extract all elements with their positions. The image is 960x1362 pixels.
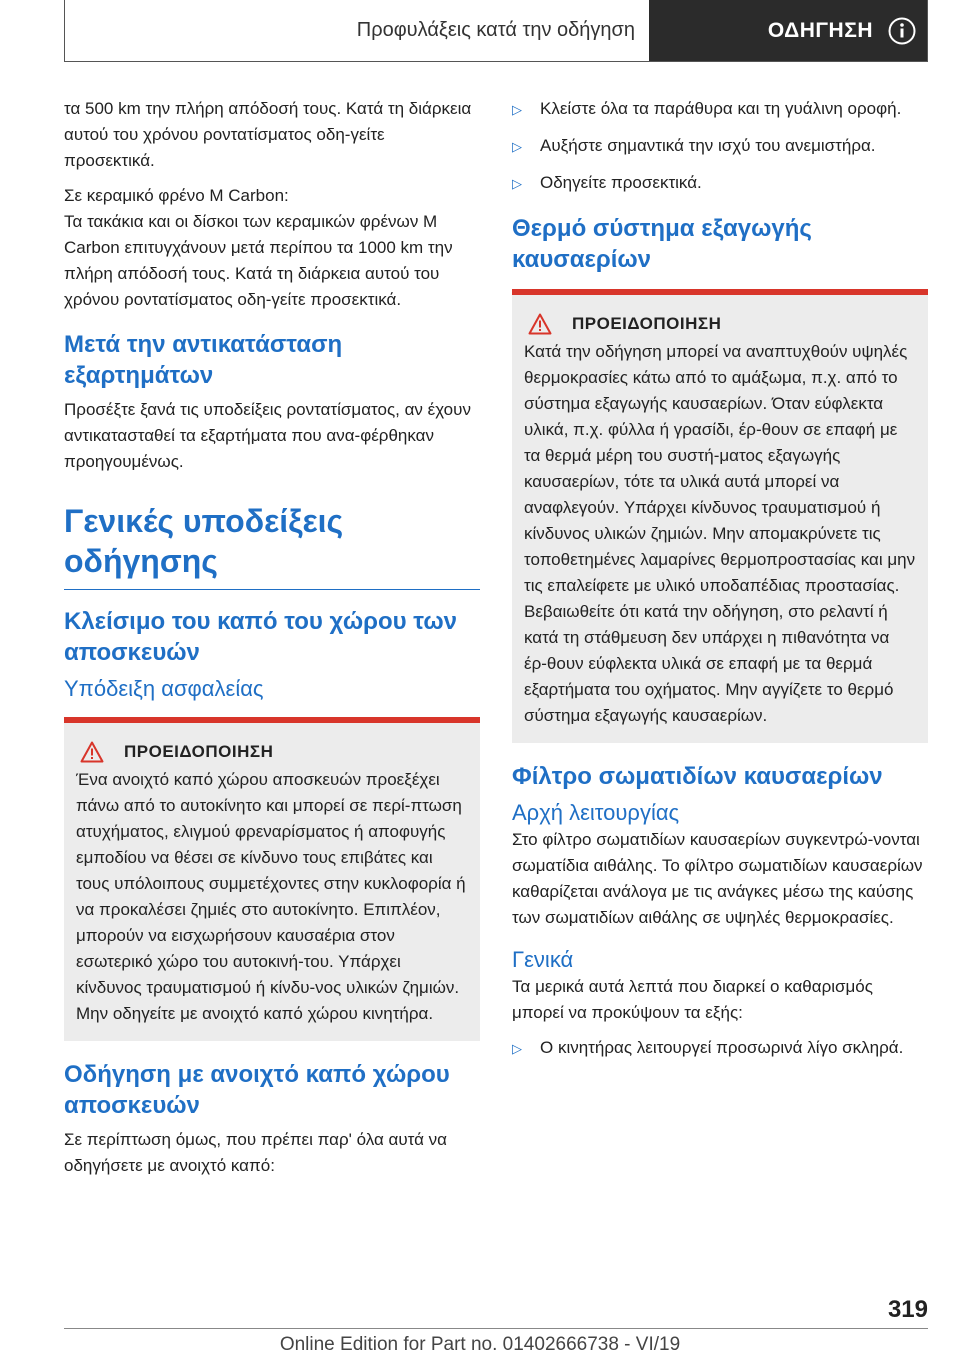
list-item: ▷ Ο κινητήρας λειτουργεί προσωρινά λίγο σκληρά. [512, 1035, 928, 1062]
left-column [64, 96, 480, 1188]
list-item: ▷ Αυξήστε σημαντικά την ισχύ του ανεμιστήρα. [512, 133, 928, 160]
chapter-title: Προφυλάξεις κατά την οδήγηση [356, 19, 635, 41]
list-item: ▷ Κλείστε όλα τα παράθυρα και τη γυάλινη οροφή. [512, 96, 928, 123]
triangle-bullet-icon: ▷ [512, 1041, 522, 1056]
heading-general: Γενικά [512, 947, 574, 972]
paragraph: Σε κεραμικό φρένο M Carbon: [64, 186, 289, 205]
section-tab [649, 0, 927, 61]
warning-triangle-icon [528, 313, 552, 335]
heading-replacement: Μετά την αντικατάσταση εξαρτημάτων [64, 331, 343, 389]
paragraph: Τα μερικά αυτά λεπτά που διαρκεί ο καθαρισμός μπορεί να προκύψουν τα εξής: [512, 977, 873, 1022]
heading-particle-filter: Φίλτρο σωματιδίων καυσαερίων [512, 763, 883, 790]
heading-hot-exhaust: Θερμό σύστημα εξαγωγής καυσαερίων [512, 215, 812, 273]
section-label: ΟΔΗΓΗΣΗ [767, 18, 873, 42]
bullet-list [512, 96, 928, 197]
right-column [512, 96, 928, 1072]
paragraph: Σε περίπτωση όμως, που πρέπει παρ' όλα αυτά να οδηγήσετε με ανοιχτό καπό: [64, 1130, 447, 1175]
paragraph: τα 500 km την πλήρη απόδοσή τους. Κατά τη διάρκεια αυτού του χρόνου ροντατίσματος οδη-γείτε προσεκτικά. [64, 99, 472, 170]
warning-triangle-icon [80, 741, 104, 763]
info-icon [887, 16, 917, 46]
warning-title: ΠΡΟΕΙΔΟΠΟΙΗΣΗ [572, 314, 722, 333]
footer-edition: Online Edition for Part no. 01402666738 - VI/19 [279, 1334, 681, 1355]
paragraph: Τα τακάκια και οι δίσκοι των κεραμικών φρένων M Carbon επιτυγχάνουν μετά περίπου τα 1000 km την πλήρη απόδοσή τους. Κατά τη διάρκεια αυτού του χρόνου ροντατίσματος οδη-γείτε προσεκτικά. [64, 212, 453, 309]
bullet-list [512, 1035, 928, 1062]
heading-general-driving: Γενικές υποδείξεις οδήγησης [64, 501, 480, 590]
page-number: 319 [887, 1296, 928, 1323]
warning-text: Ένα ανοιχτό καπό χώρου αποσκευών προεξέχει πάνω από το αυτοκίνητο και μπορεί σε περί-πτωση ατυχήματος, ελιγμού φρεναρίσματος ή αποφυγής εμποδίου να θέσει σε κίνδυνο τους επιβάτες και τους υπόλοιπους συμμετέχοντες στην κυκλοφορία ή να προκαλέσει ζημιές στο αυτοκίνητο. Επιπλέον, μπορούν να εισχωρήσουν καυσαέρια στον εσωτερικό χώρο του αυτοκινή-του. Υπάρχει κίνδυνος τραυματισμού ή κίνδυ-νος υλικών ζημιών. Μην οδηγείτε με ανοιχτό καπό χώρου κινητήρα. [76, 770, 466, 1023]
warning-box [512, 289, 928, 743]
triangle-bullet-icon: ▷ [512, 176, 522, 191]
warning-box [64, 717, 480, 1041]
heading-principle: Αρχή λειτουργίας [512, 800, 680, 825]
list-item: ▷ Οδηγείτε προσεκτικά. [512, 170, 928, 197]
paragraph: Στο φίλτρο σωματιδίων καυσαερίων συγκεντρώ-νονται σωματίδια αιθάλης. Το φίλτρο σωματιδίων καυσαερίων καθαρίζεται ανάλογα με τις ανάγκες μέσω της καύσης των σωματιδίων αιθάλης σε υψηλές θερμοκρασίες. [512, 830, 923, 927]
page-header [64, 0, 928, 62]
triangle-bullet-icon: ▷ [512, 139, 522, 154]
warning-text: Κατά την οδήγηση μπορεί να αναπτυχθούν υψηλές θερμοκρασίες κάτω από το αμάξωμα, π.χ. από το σύστημα εξαγωγής καυσαερίων. Όταν εύφλεκτα υλικά, π.χ. φύλλα ή γρασίδι, έρ-θουν σε επαφή με τα θερμά μέρη του συστή-ματος εξαγωγής καυσαερίων, τότε τα υλικά αυτά μπορεί να αναφλεγούν. Υπάρχει κίνδυνος τραυματισμού ή κίνδυνος υλικών ζημιών. Μην απομακρύνετε τις τοποθετημένες λαμαρίνες θερμοπροστασίας και μην τις επαλείφετε με υλικό υποδαπέδιας προστασίας. Βεβαιωθείτε ότι κατά την οδήγηση, στο ρελαντί ή κατά τη στάθμευση δεν υπάρχει η πιθανότητα να έρ-θουν εύφλεκτα υλικά σε επαφή με τα θερμά εξαρτήματα του οχήματος. Μην αγγίζετε το θερμό σύστημα εξαγωγής καυσαερίων. [524, 342, 916, 725]
footer-divider [64, 1328, 928, 1329]
warning-title: ΠΡΟΕΙΔΟΠΟΙΗΣΗ [124, 742, 274, 761]
heading-trunk-closing: Κλείσιμο του καπό του χώρου των αποσκευών [64, 608, 457, 666]
heading-open-trunk: Οδήγηση με ανοιχτό καπό χώρου αποσκευών [64, 1061, 450, 1119]
heading-safety-note: Υπόδειξη ασφαλείας [64, 676, 264, 701]
triangle-bullet-icon: ▷ [512, 102, 522, 117]
paragraph: Προσέξτε ξανά τις υποδείξεις ροντατίσματος, αν έχουν αντικατασταθεί τα εξαρτήματα που ανα-φέρθηκαν προηγουμένως. [64, 400, 471, 471]
